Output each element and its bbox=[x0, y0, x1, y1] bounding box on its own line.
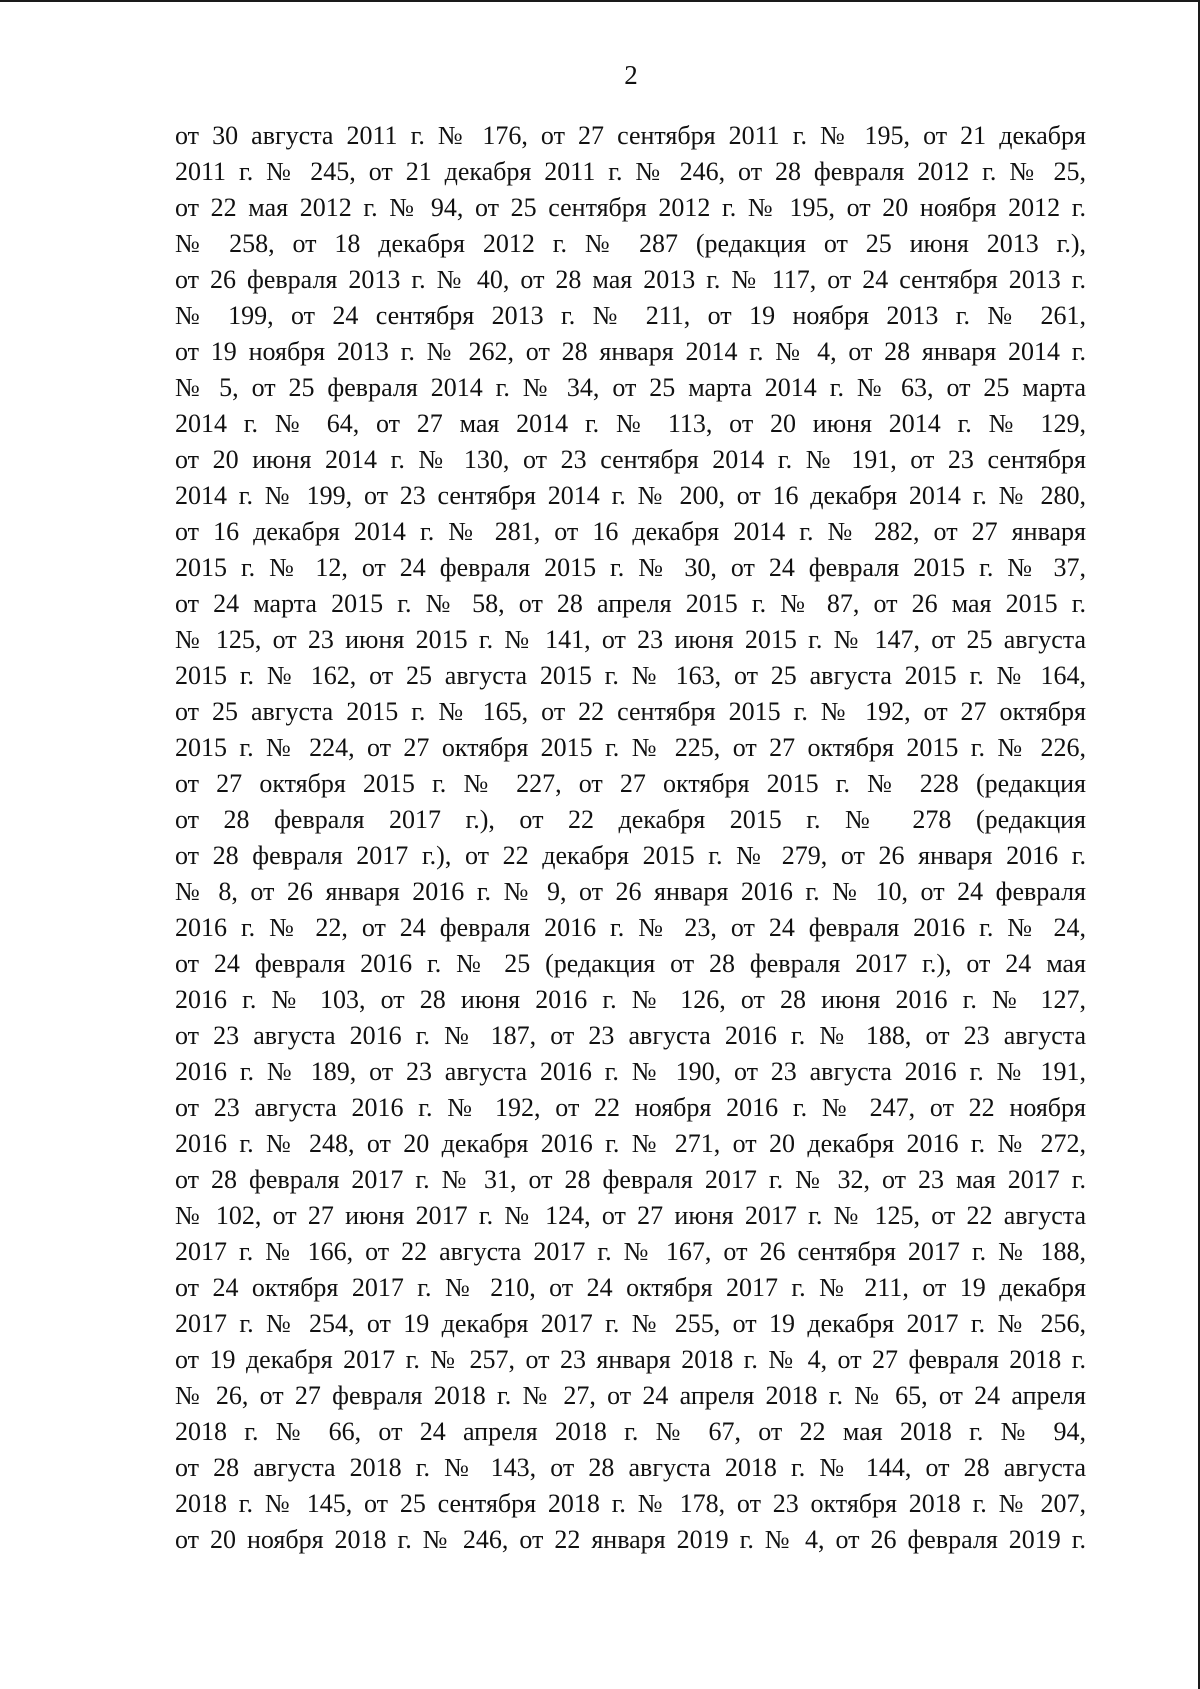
text-line: № 102, от 27 июня 2017 г. № 124, от 27 июня 2017 г. № 125, от 22 августа bbox=[175, 1201, 1086, 1230]
text-line: № 125, от 23 июня 2015 г. № 141, от 23 июня 2015 г. № 147, от 25 августа bbox=[175, 625, 1086, 654]
text-line: от 19 декабря 2017 г. № 257, от 23 января 2018 г. № 4, от 27 февраля 2018 г. bbox=[175, 1345, 1086, 1374]
text-line: от 23 августа 2016 г. № 192, от 22 ноября 2016 г. № 247, от 22 ноября bbox=[175, 1093, 1086, 1122]
text-line: от 30 августа 2011 г. № 176, от 27 сентября 2011 г. № 195, от 21 декабря bbox=[175, 121, 1086, 150]
text-line: 2015 г. № 12, от 24 февраля 2015 г. № 30, от 24 февраля 2015 г. № 37, bbox=[175, 553, 1086, 582]
page-number: 2 bbox=[624, 60, 638, 90]
scan-edge-top bbox=[0, 0, 1200, 2]
text-line: от 24 марта 2015 г. № 58, от 28 апреля 2015 г. № 87, от 26 мая 2015 г. bbox=[175, 589, 1086, 618]
text-line: от 28 февраля 2017 г. № 31, от 28 февраля 2017 г. № 32, от 23 мая 2017 г. bbox=[175, 1165, 1086, 1194]
text-line: 2016 г. № 22, от 24 февраля 2016 г. № 23, от 24 февраля 2016 г. № 24, bbox=[175, 913, 1086, 942]
text-line: 2014 г. № 64, от 27 мая 2014 г. № 113, от 20 июня 2014 г. № 129, bbox=[175, 409, 1086, 438]
text-line: № 258, от 18 декабря 2012 г. № 287 (редакция от 25 июня 2013 г.), bbox=[175, 229, 1086, 258]
text-line: 2015 г. № 224, от 27 октября 2015 г. № 225, от 27 октября 2015 г. № 226, bbox=[175, 733, 1086, 762]
text-line: от 24 февраля 2016 г. № 25 (редакция от 28 февраля 2017 г.), от 24 мая bbox=[175, 949, 1086, 978]
text-line: от 27 октября 2015 г. № 227, от 27 октября 2015 г. № 228 (редакция bbox=[175, 769, 1086, 798]
text-line: от 16 декабря 2014 г. № 281, от 16 декабря 2014 г. № 282, от 27 января bbox=[175, 517, 1086, 546]
body-text bbox=[175, 118, 1086, 1558]
text-line: 2015 г. № 162, от 25 августа 2015 г. № 163, от 25 августа 2015 г. № 164, bbox=[175, 661, 1086, 690]
text-line: от 25 августа 2015 г. № 165, от 22 сентября 2015 г. № 192, от 27 октября bbox=[175, 697, 1086, 726]
text-line: 2017 г. № 254, от 19 декабря 2017 г. № 255, от 19 декабря 2017 г. № 256, bbox=[175, 1309, 1086, 1338]
text-line: от 28 февраля 2017 г.), от 22 декабря 2015 г. № 278 (редакция bbox=[175, 805, 1086, 834]
text-line: от 19 ноября 2013 г. № 262, от 28 января 2014 г. № 4, от 28 января 2014 г. bbox=[175, 337, 1086, 366]
text-line: № 26, от 27 февраля 2018 г. № 27, от 24 апреля 2018 г. № 65, от 24 апреля bbox=[175, 1381, 1086, 1410]
text-line: 2016 г. № 248, от 20 декабря 2016 г. № 271, от 20 декабря 2016 г. № 272, bbox=[175, 1129, 1086, 1158]
text-line: от 24 октября 2017 г. № 210, от 24 октября 2017 г. № 211, от 19 декабря bbox=[175, 1273, 1086, 1302]
text-line: от 20 июня 2014 г. № 130, от 23 сентября 2014 г. № 191, от 23 сентября bbox=[175, 445, 1086, 474]
text-line: № 199, от 24 сентября 2013 г. № 211, от 19 ноября 2013 г. № 261, bbox=[175, 301, 1086, 330]
text-line: 2011 г. № 245, от 21 декабря 2011 г. № 246, от 28 февраля 2012 г. № 25, bbox=[175, 157, 1086, 186]
text-line: от 20 ноября 2018 г. № 246, от 22 января 2019 г. № 4, от 26 февраля 2019 г. bbox=[175, 1525, 1086, 1554]
text-line: от 26 февраля 2013 г. № 40, от 28 мая 2013 г. № 117, от 24 сентября 2013 г. bbox=[175, 265, 1086, 294]
text-line: 2016 г. № 103, от 28 июня 2016 г. № 126, от 28 июня 2016 г. № 127, bbox=[175, 985, 1086, 1014]
text-line: от 23 августа 2016 г. № 187, от 23 августа 2016 г. № 188, от 23 августа bbox=[175, 1021, 1086, 1050]
text-line: 2016 г. № 189, от 23 августа 2016 г. № 190, от 23 августа 2016 г. № 191, bbox=[175, 1057, 1086, 1086]
text-line: № 8, от 26 января 2016 г. № 9, от 26 января 2016 г. № 10, от 24 февраля bbox=[175, 877, 1086, 906]
text-line: № 5, от 25 февраля 2014 г. № 34, от 25 марта 2014 г. № 63, от 25 марта bbox=[175, 373, 1086, 402]
text-line: 2018 г. № 145, от 25 сентября 2018 г. № 178, от 23 октября 2018 г. № 207, bbox=[175, 1489, 1086, 1518]
text-line: 2018 г. № 66, от 24 апреля 2018 г. № 67, от 22 мая 2018 г. № 94, bbox=[175, 1417, 1086, 1446]
text-line: 2014 г. № 199, от 23 сентября 2014 г. № 200, от 16 декабря 2014 г. № 280, bbox=[175, 481, 1086, 510]
text-line: от 28 августа 2018 г. № 143, от 28 августа 2018 г. № 144, от 28 августа bbox=[175, 1453, 1086, 1482]
text-line: 2017 г. № 166, от 22 августа 2017 г. № 167, от 26 сентября 2017 г. № 188, bbox=[175, 1237, 1086, 1266]
text-line: от 28 февраля 2017 г.), от 22 декабря 2015 г. № 279, от 26 января 2016 г. bbox=[175, 841, 1086, 870]
text-line: от 22 мая 2012 г. № 94, от 25 сентября 2012 г. № 195, от 20 ноября 2012 г. bbox=[175, 193, 1086, 222]
